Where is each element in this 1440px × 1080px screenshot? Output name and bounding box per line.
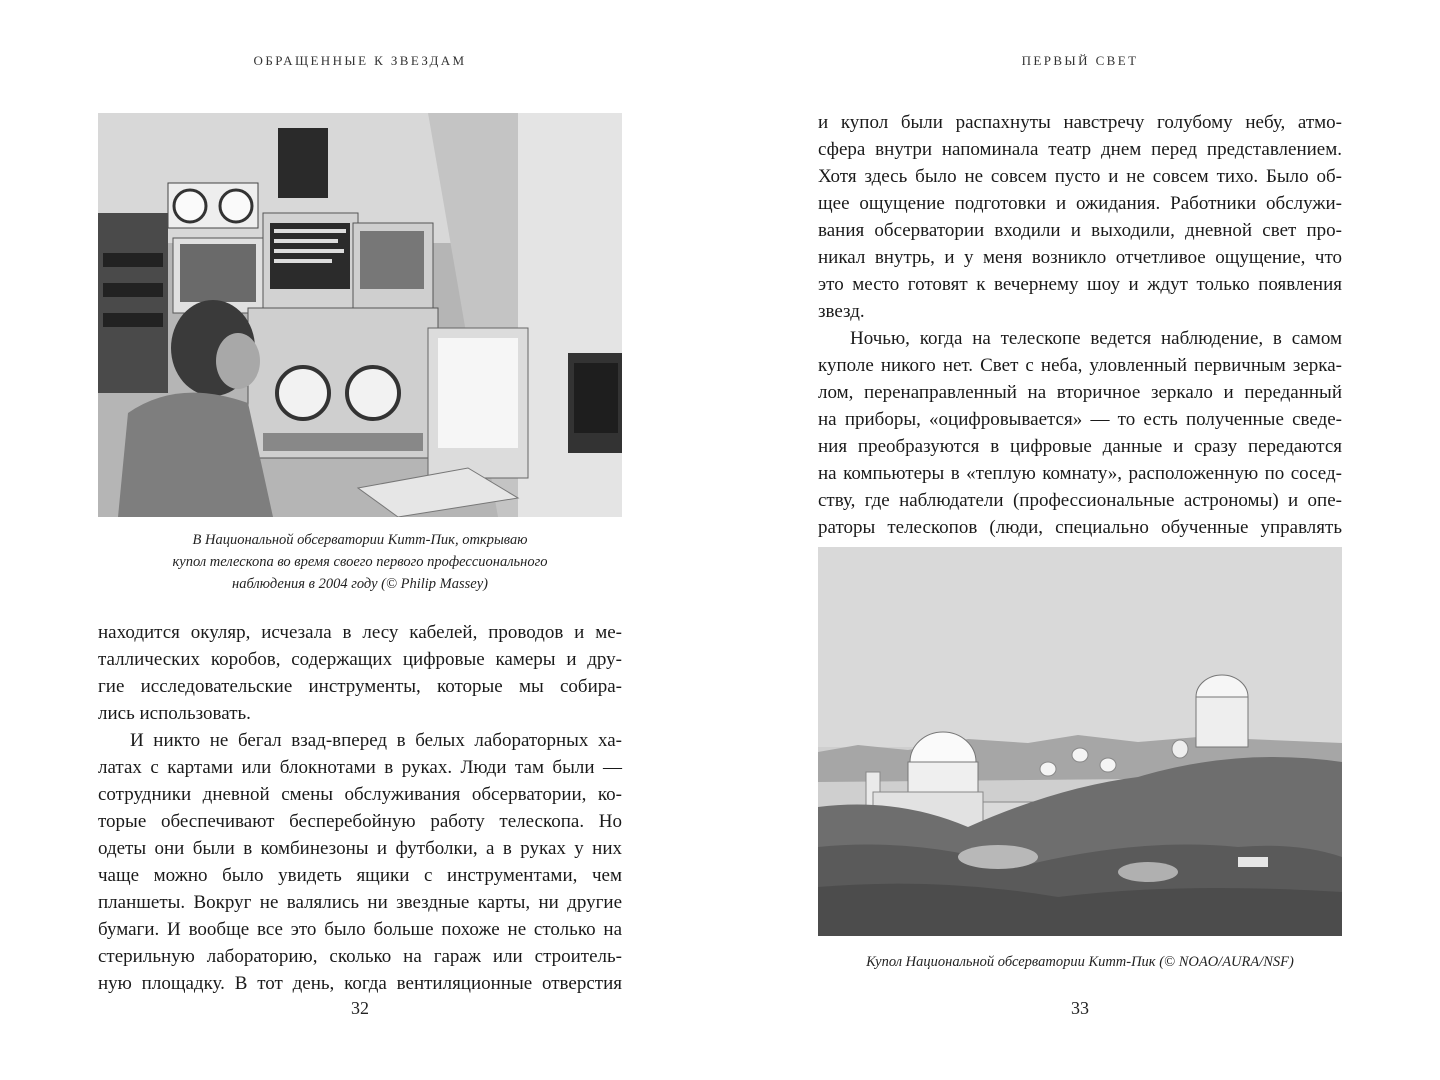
text-line: Хотя здесь было не совсем пусто и не совсем тихо. Было об- — [818, 166, 1342, 187]
photo-caption-left — [98, 529, 622, 595]
text-line: ную площадку. В тот день, когда вентиляционные отверстия — [98, 973, 622, 994]
observatory-photo — [818, 547, 1342, 936]
text-line: латах с картами или блокнотами в руках. Люди там были — — [98, 757, 622, 778]
text-line: куполе никого нет. Свет с неба, уловленный первичным зерка- — [818, 355, 1342, 376]
text-line: звезд. — [818, 301, 865, 322]
text-line: сфера внутри напоминала театр днем перед представлением. — [818, 139, 1342, 160]
text-line: на приборы, «оцифровывается» — то есть полученные сведе- — [818, 409, 1342, 430]
right-page — [720, 0, 1440, 1080]
text-line: планшеты. Вокруг не валялись ни звездные карты, ни другие — [98, 892, 622, 913]
text-line: И никто не бегал взад-вперед в белых лабораторных ха- — [130, 730, 622, 751]
text-line: ству, где наблюдатели (профессиональные астрономы) и опе- — [818, 490, 1342, 511]
caption-line: В Национальной обсерватории Китт-Пик, открываю — [192, 532, 528, 548]
page-number-left: 32 — [351, 998, 369, 1018]
caption-line: купол телескопа во время своего первого профессионального — [172, 554, 548, 570]
text-line: таллических коробов, содержащих цифровые камеры и дру- — [98, 649, 622, 670]
text-line: чаще можно было увидеть ящики с инструментами, чем — [98, 865, 622, 886]
text-line: щее ощущение подготовки и ожидания. Работники обслужи- — [818, 193, 1342, 214]
text-line: торые обеспечивают бесперебойную работу телескопа. Но — [98, 811, 622, 832]
body-text-right — [818, 109, 1342, 541]
text-line: это место готовят к вечернему шоу и ждут только появления — [818, 274, 1342, 295]
text-line: одеты они были в комбинезоны и футболки, а в руках у них — [98, 838, 622, 859]
text-line: сотрудники дневной смены обслуживания обсерватории, ко- — [98, 784, 622, 805]
text-line: гие исследовательские инструменты, которые мы собира- — [98, 676, 622, 697]
text-line: и купол были распахнуты навстречу голубому небу, атмо- — [818, 112, 1342, 133]
running-head-left: ОБРАЩЕННЫЕ К ЗВЕЗДАМ — [253, 53, 467, 68]
photo-caption-right: Купол Национальной обсерватории Китт-Пик (© NOAO/AURA/NSF) — [866, 954, 1294, 970]
running-head-right: ПЕРВЫЙ СВЕТ — [1021, 53, 1139, 68]
text-line: на компьютеры в «теплую комнату», расположенную по сосед- — [818, 463, 1342, 484]
text-line: лись использовать. — [98, 703, 251, 724]
body-text-left — [98, 619, 622, 997]
text-line: никал внутрь, и у меня возникло отчетливое ощущение, что — [818, 247, 1342, 268]
text-line: бумаги. И вообще все это было больше похоже не столько на — [98, 919, 622, 940]
text-line: ния преобразуются в цифровые данные и сразу передаются — [818, 436, 1342, 457]
text-line: Ночью, когда на телескопе ведется наблюдение, в самом — [850, 328, 1342, 349]
text-line: вания обсерватории входили и выходили, дневной свет про- — [818, 220, 1342, 241]
text-line: находится окуляр, исчезала в лесу кабелей, проводов и ме- — [98, 622, 622, 643]
page-number-right: 33 — [1071, 998, 1089, 1018]
text-line: стерильную лабораторию, сколько на гараж или строитель- — [98, 946, 622, 967]
text-line: раторы телескопов (люди, специально обученные управлять — [818, 517, 1342, 538]
caption-line: наблюдения в 2004 году (© Philip Massey) — [232, 576, 488, 592]
control-room-photo — [98, 113, 622, 517]
text-line: лом, перенаправленный на вторичное зеркало и переданный — [818, 382, 1342, 403]
